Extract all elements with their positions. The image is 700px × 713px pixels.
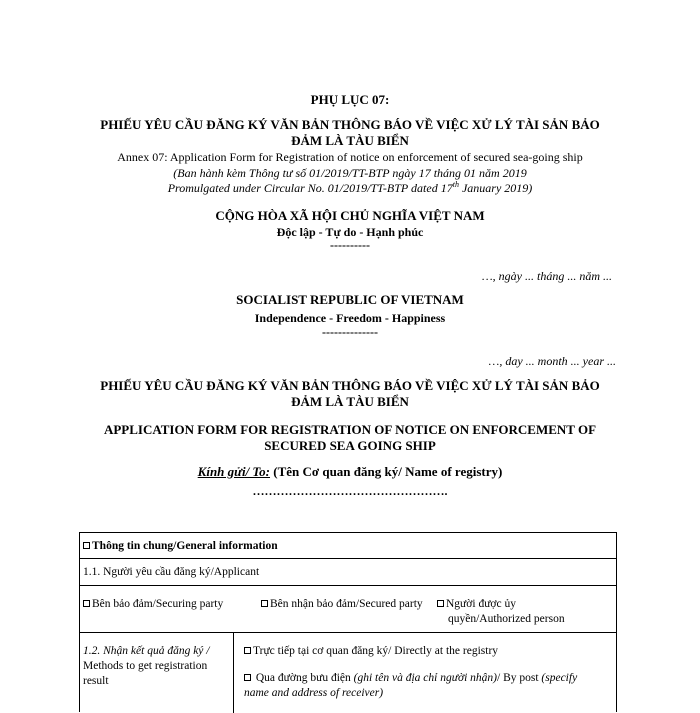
form-title-en-line2: SECURED SEA GOING SHIP	[264, 438, 436, 453]
option-authorized-person-line2: quyền/Authorized person	[448, 613, 565, 625]
option-authorized-person[interactable]: Người được ủy	[437, 597, 516, 612]
country-name-en: SOCIALIST REPUBLIC OF VIETNAM	[236, 292, 464, 307]
recipient-value: (Tên Cơ quan đăng ký/ Name of registry)	[270, 464, 503, 479]
section-checkbox[interactable]	[83, 542, 90, 549]
method-label-line2: Methods to get registration	[83, 660, 208, 672]
row-divider	[80, 558, 616, 559]
date-line-en: …, day ... month ... year ...	[488, 354, 616, 368]
divider-vn: ----------	[330, 238, 370, 252]
form-title-en-line1: APPLICATION FORM FOR REGISTRATION OF NOTICE ON ENFORCEMENT OF	[103, 422, 597, 437]
option-securing-party[interactable]: Bên bảo đảm/Securing party	[83, 597, 223, 612]
method-label-line3: result	[83, 675, 109, 687]
issued-note-en: Promulgated under Circular No. 01/2019/TT-BTP dated 17th January 2019)	[167, 180, 533, 195]
secured-party-checkbox[interactable]	[261, 600, 268, 607]
option-secured-party[interactable]: Bên nhận bảo đảm/Secured party	[261, 597, 423, 612]
column-divider	[233, 632, 234, 713]
recipient-label: Kính gửi/ To:	[197, 464, 271, 479]
divider-en: --------------	[322, 325, 378, 339]
date-line-vn: …, ngày ... tháng ... năm ...	[482, 269, 612, 283]
by-post-checkbox[interactable]	[244, 674, 251, 681]
motto-vn: Độc lập - Tự do - Hạnh phúc	[276, 225, 424, 239]
annex-title-vn-line2: ĐẢM LÀ TÀU BIỂN	[291, 133, 409, 148]
annex-title-en: Annex 07: Application Form for Registration of notice on enforcement of secured sea-going ship	[117, 150, 583, 164]
section-title: Thông tin chung/General information	[92, 540, 278, 552]
option-direct-pickup[interactable]: Trực tiếp tại cơ quan đăng ký/ Directly at the registry	[244, 644, 498, 659]
option-by-post-line2: name and address of receiver)	[244, 687, 384, 699]
annex-title-vn-line1: PHIẾU YÊU CẦU ĐĂNG KÝ VĂN BẢN THÔNG BÁO VỀ VIỆC XỬ LÝ TÀI SẢN BẢO	[100, 117, 600, 132]
row-divider	[80, 585, 616, 586]
issued-note-vn: (Ban hành kèm Thông tư số 01/2019/TT-BTP ngày 17 tháng 01 năm 2019	[173, 166, 527, 180]
annex-number-vn: PHỤ LỤC 07:	[310, 92, 390, 107]
recipient-dots: ………………………………………….	[252, 484, 448, 498]
general-info-table	[79, 532, 617, 712]
country-name-vn: CỘNG HÒA XÃ HỘI CHỦ NGHĨA VIỆT NAM	[215, 208, 485, 223]
motto-en: Independence - Freedom - Happiness	[254, 311, 446, 325]
option-by-post[interactable]: Qua đường bưu điện (ghi tên và địa chỉ người nhận)/ By post (specify	[244, 671, 577, 686]
securing-party-checkbox[interactable]	[83, 600, 90, 607]
form-title-vn-line1: PHIẾU YÊU CẦU ĐĂNG KÝ VĂN BẢN THÔNG BÁO VỀ VIỆC XỬ LÝ TÀI SẢN BẢO	[100, 378, 600, 393]
recipient-line	[0, 464, 700, 480]
row-divider	[80, 632, 616, 633]
method-label-line1: 1.2. Nhận kết quả đăng ký /	[83, 645, 210, 657]
section-title-row	[83, 539, 278, 554]
applicant-label: 1.1. Người yêu cầu đăng ký/Applicant	[83, 566, 260, 578]
form-title-vn-line2: ĐẢM LÀ TÀU BIỂN	[291, 394, 409, 409]
direct-pickup-checkbox[interactable]	[244, 647, 251, 654]
authorized-person-checkbox[interactable]	[437, 600, 444, 607]
